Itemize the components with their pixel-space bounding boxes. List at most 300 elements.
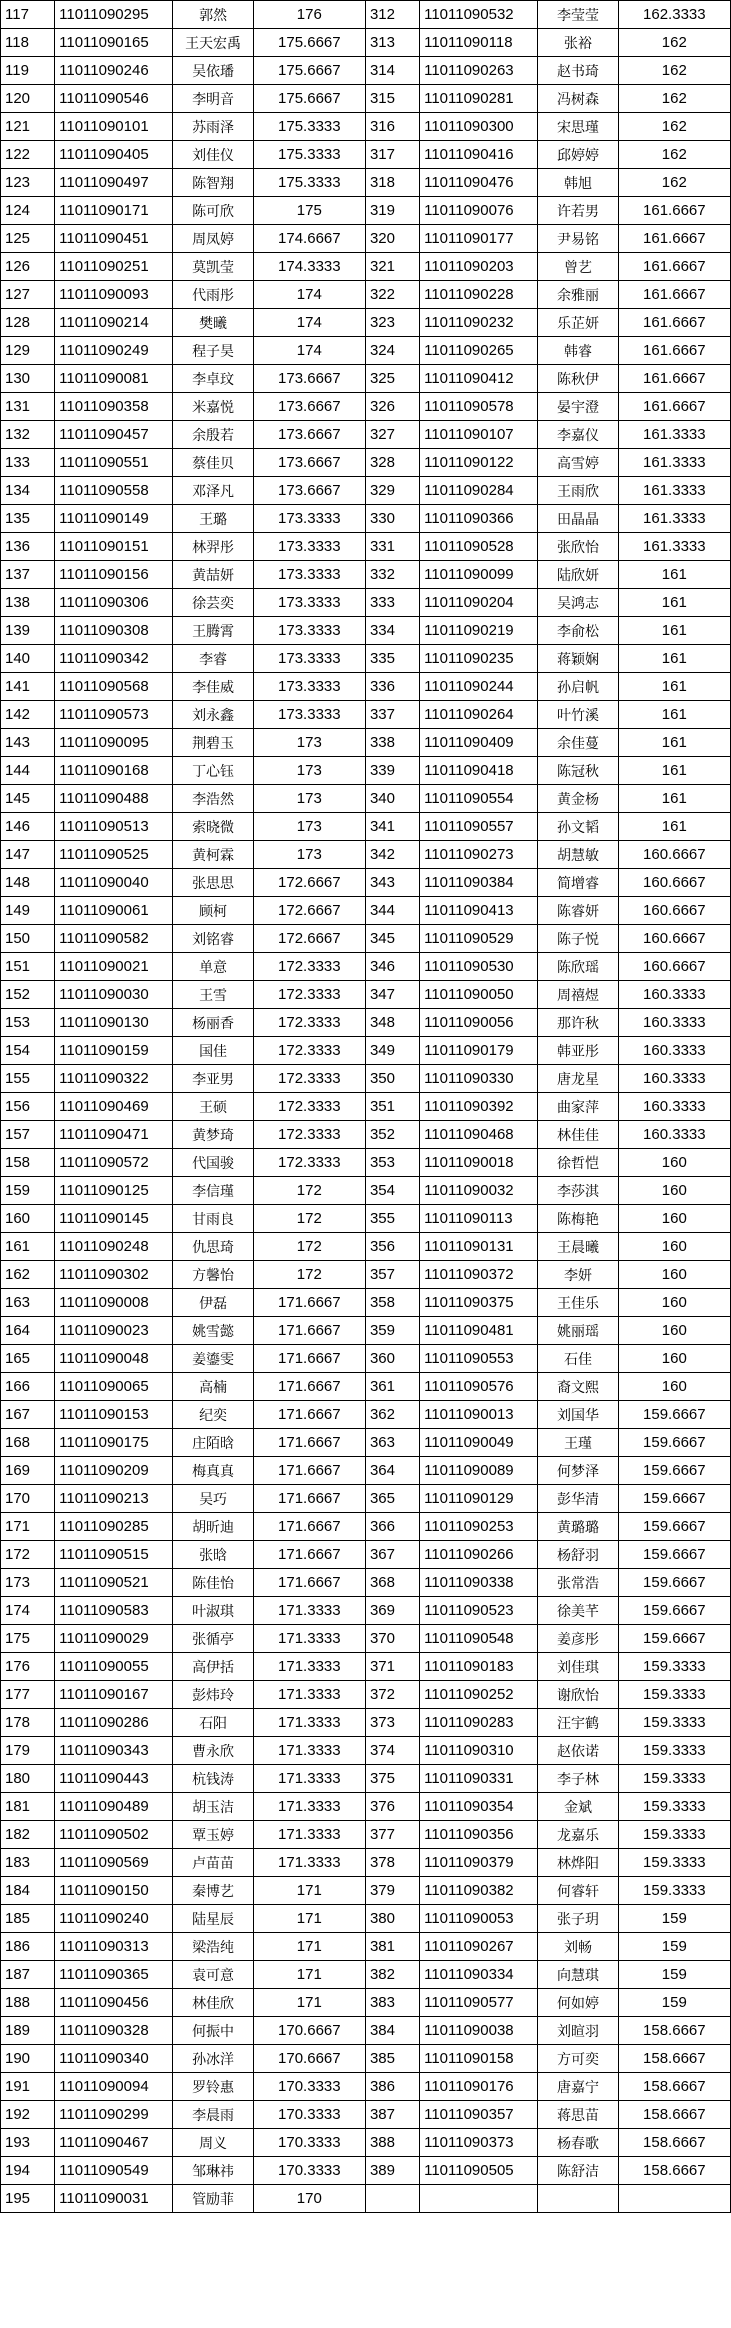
left-rank-cell: 170 <box>1 1485 55 1513</box>
right-student-name-cell: 陈欣瑶 <box>538 953 618 981</box>
left-score-cell: 171.3333 <box>253 1737 365 1765</box>
right-score-cell: 160 <box>618 1205 730 1233</box>
right-rank-cell: 364 <box>365 1457 419 1485</box>
right-student-id-cell: 11011090418 <box>420 757 538 785</box>
left-score-cell: 175.3333 <box>253 113 365 141</box>
table-row <box>1 1933 731 1961</box>
left-student-id-cell: 11011090306 <box>55 589 173 617</box>
right-score-cell: 159.3333 <box>618 1681 730 1709</box>
table-row <box>1 1821 731 1849</box>
right-score-cell: 159 <box>618 1933 730 1961</box>
left-student-name-cell: 索晓微 <box>173 813 253 841</box>
right-student-id-cell: 11011090235 <box>420 645 538 673</box>
left-student-name-cell: 张晗 <box>173 1541 253 1569</box>
right-rank-cell: 344 <box>365 897 419 925</box>
left-rank-cell: 158 <box>1 1149 55 1177</box>
table-row <box>1 1261 731 1289</box>
right-score-cell: 160 <box>618 1233 730 1261</box>
left-student-id-cell: 11011090175 <box>55 1429 173 1457</box>
right-rank-cell: 324 <box>365 337 419 365</box>
table-row <box>1 2073 731 2101</box>
left-rank-cell: 136 <box>1 533 55 561</box>
left-student-id-cell: 11011090295 <box>55 1 173 29</box>
right-student-id-cell: 11011090118 <box>420 29 538 57</box>
left-student-name-cell: 邓泽凡 <box>173 477 253 505</box>
left-student-id-cell: 11011090471 <box>55 1121 173 1149</box>
left-student-id-cell: 11011090048 <box>55 1345 173 1373</box>
right-student-name-cell: 徐哲恺 <box>538 1149 618 1177</box>
table-row <box>1 1597 731 1625</box>
left-score-cell: 171.3333 <box>253 1597 365 1625</box>
left-rank-cell: 143 <box>1 729 55 757</box>
right-rank-cell: 334 <box>365 617 419 645</box>
right-score-cell: 162 <box>618 85 730 113</box>
right-student-name-cell: 许若男 <box>538 197 618 225</box>
left-rank-cell: 182 <box>1 1821 55 1849</box>
left-rank-cell: 137 <box>1 561 55 589</box>
right-student-id-cell: 11011090553 <box>420 1345 538 1373</box>
right-score-cell: 161 <box>618 785 730 813</box>
left-rank-cell: 141 <box>1 673 55 701</box>
right-score-cell: 159.6667 <box>618 1597 730 1625</box>
table-row <box>1 1541 731 1569</box>
right-student-id-cell: 11011090053 <box>420 1905 538 1933</box>
left-student-name-cell: 高楠 <box>173 1373 253 1401</box>
right-student-id-cell: 11011090548 <box>420 1625 538 1653</box>
right-student-id-cell: 11011090468 <box>420 1121 538 1149</box>
right-score-cell: 160.6667 <box>618 897 730 925</box>
table-row <box>1 841 731 869</box>
left-score-cell: 172.3333 <box>253 1065 365 1093</box>
right-rank-cell: 354 <box>365 1177 419 1205</box>
right-student-id-cell: 11011090076 <box>420 197 538 225</box>
left-score-cell: 171.3333 <box>253 1625 365 1653</box>
left-student-name-cell: 林佳欣 <box>173 1989 253 2017</box>
right-score-cell: 161.6667 <box>618 281 730 309</box>
right-score-cell: 161.3333 <box>618 449 730 477</box>
right-score-cell: 161.3333 <box>618 477 730 505</box>
right-student-name-cell: 王瑾 <box>538 1429 618 1457</box>
right-rank-cell: 362 <box>365 1401 419 1429</box>
left-student-id-cell: 11011090340 <box>55 2045 173 2073</box>
left-student-name-cell: 胡玉洁 <box>173 1793 253 1821</box>
table-row <box>1 1961 731 1989</box>
left-student-id-cell: 11011090151 <box>55 533 173 561</box>
left-student-name-cell: 黄柯霖 <box>173 841 253 869</box>
left-rank-cell: 119 <box>1 57 55 85</box>
left-score-cell: 170.3333 <box>253 2101 365 2129</box>
right-student-id-cell: 11011090018 <box>420 1149 538 1177</box>
left-rank-cell: 165 <box>1 1345 55 1373</box>
right-rank-cell: 380 <box>365 1905 419 1933</box>
right-rank-cell: 365 <box>365 1485 419 1513</box>
right-score-cell: 161.6667 <box>618 337 730 365</box>
left-student-name-cell: 罗铃惠 <box>173 2073 253 2101</box>
right-student-id-cell: 11011090204 <box>420 589 538 617</box>
left-score-cell: 172.6667 <box>253 925 365 953</box>
right-score-cell: 158.6667 <box>618 2017 730 2045</box>
left-student-name-cell: 彭炜玲 <box>173 1681 253 1709</box>
left-student-id-cell: 11011090029 <box>55 1625 173 1653</box>
left-score-cell: 171.6667 <box>253 1345 365 1373</box>
left-student-id-cell: 11011090213 <box>55 1485 173 1513</box>
left-score-cell: 173.3333 <box>253 561 365 589</box>
right-student-id-cell: 11011090177 <box>420 225 538 253</box>
left-score-cell: 172 <box>253 1261 365 1289</box>
right-score-cell: 162 <box>618 141 730 169</box>
table-row <box>1 1233 731 1261</box>
left-rank-cell: 187 <box>1 1961 55 1989</box>
left-score-cell: 174 <box>253 337 365 365</box>
left-student-id-cell: 11011090405 <box>55 141 173 169</box>
left-student-name-cell: 张循亭 <box>173 1625 253 1653</box>
right-rank-cell: 347 <box>365 981 419 1009</box>
right-rank-cell <box>365 2185 419 2213</box>
left-student-name-cell: 李亚男 <box>173 1065 253 1093</box>
right-student-name-cell: 李嘉仪 <box>538 421 618 449</box>
left-score-cell: 173.3333 <box>253 673 365 701</box>
left-student-name-cell: 王璐 <box>173 505 253 533</box>
left-student-id-cell: 11011090240 <box>55 1905 173 1933</box>
left-student-name-cell: 梁浩纯 <box>173 1933 253 1961</box>
table-row <box>1 1793 731 1821</box>
left-score-cell: 170.6667 <box>253 2045 365 2073</box>
right-rank-cell: 333 <box>365 589 419 617</box>
left-student-id-cell: 11011090008 <box>55 1289 173 1317</box>
left-score-cell: 174.3333 <box>253 253 365 281</box>
right-student-name-cell: 张裕 <box>538 29 618 57</box>
left-student-id-cell: 11011090249 <box>55 337 173 365</box>
table-row <box>1 925 731 953</box>
right-student-id-cell: 11011090334 <box>420 1961 538 1989</box>
right-student-name-cell: 陈冠秋 <box>538 757 618 785</box>
right-score-cell: 159.6667 <box>618 1485 730 1513</box>
left-student-name-cell: 蔡佳贝 <box>173 449 253 477</box>
right-rank-cell: 328 <box>365 449 419 477</box>
left-student-id-cell: 11011090061 <box>55 897 173 925</box>
table-row <box>1 57 731 85</box>
right-student-name-cell: 姜彦彤 <box>538 1625 618 1653</box>
table-row <box>1 897 731 925</box>
right-rank-cell: 388 <box>365 2129 419 2157</box>
right-student-name-cell: 方可奕 <box>538 2045 618 2073</box>
table-row <box>1 85 731 113</box>
table-row <box>1 1149 731 1177</box>
right-student-id-cell: 11011090267 <box>420 1933 538 1961</box>
left-student-id-cell: 11011090156 <box>55 561 173 589</box>
left-score-cell: 172.3333 <box>253 1149 365 1177</box>
right-rank-cell: 313 <box>365 29 419 57</box>
right-student-name-cell: 刘畅 <box>538 1933 618 1961</box>
table-row <box>1 1009 731 1037</box>
table-row <box>1 645 731 673</box>
left-student-id-cell: 11011090443 <box>55 1765 173 1793</box>
left-score-cell: 173.3333 <box>253 505 365 533</box>
right-student-name-cell: 杨舒羽 <box>538 1541 618 1569</box>
left-student-id-cell: 11011090558 <box>55 477 173 505</box>
right-rank-cell: 323 <box>365 309 419 337</box>
right-score-cell: 160.3333 <box>618 1121 730 1149</box>
right-score-cell: 161.6667 <box>618 225 730 253</box>
right-score-cell: 158.6667 <box>618 2101 730 2129</box>
right-rank-cell: 316 <box>365 113 419 141</box>
table-row <box>1 1485 731 1513</box>
right-rank-cell: 317 <box>365 141 419 169</box>
right-student-name-cell: 姚丽瑶 <box>538 1317 618 1345</box>
right-student-name-cell: 杨春歌 <box>538 2129 618 2157</box>
right-score-cell: 158.6667 <box>618 2073 730 2101</box>
right-rank-cell: 385 <box>365 2045 419 2073</box>
left-rank-cell: 127 <box>1 281 55 309</box>
table-row <box>1 141 731 169</box>
right-score-cell: 160 <box>618 1317 730 1345</box>
table-row <box>1 449 731 477</box>
left-student-name-cell: 荆碧玉 <box>173 729 253 757</box>
left-student-name-cell: 周义 <box>173 2129 253 2157</box>
left-rank-cell: 131 <box>1 393 55 421</box>
right-student-id-cell: 11011090416 <box>420 141 538 169</box>
left-student-name-cell: 甘雨良 <box>173 1205 253 1233</box>
table-row <box>1 2129 731 2157</box>
right-rank-cell: 350 <box>365 1065 419 1093</box>
left-student-id-cell: 11011090457 <box>55 421 173 449</box>
right-student-name-cell: 胡慧敏 <box>538 841 618 869</box>
left-student-name-cell: 方馨怡 <box>173 1261 253 1289</box>
left-student-name-cell: 秦博艺 <box>173 1877 253 1905</box>
left-student-name-cell: 伊磊 <box>173 1289 253 1317</box>
right-student-name-cell: 周禧煜 <box>538 981 618 1009</box>
right-student-id-cell: 11011090530 <box>420 953 538 981</box>
right-student-id-cell: 11011090412 <box>420 365 538 393</box>
left-rank-cell: 176 <box>1 1653 55 1681</box>
left-score-cell: 175.6667 <box>253 29 365 57</box>
left-student-id-cell: 11011090159 <box>55 1037 173 1065</box>
right-student-name-cell: 那许秋 <box>538 1009 618 1037</box>
right-student-id-cell: 11011090557 <box>420 813 538 841</box>
right-score-cell: 159 <box>618 1961 730 1989</box>
right-student-name-cell: 孙启帆 <box>538 673 618 701</box>
right-score-cell: 160 <box>618 1373 730 1401</box>
right-score-cell: 159.6667 <box>618 1569 730 1597</box>
left-student-name-cell: 陈智翔 <box>173 169 253 197</box>
right-student-id-cell: 11011090392 <box>420 1093 538 1121</box>
left-rank-cell: 146 <box>1 813 55 841</box>
right-student-name-cell: 石佳 <box>538 1345 618 1373</box>
left-student-name-cell: 纪奕 <box>173 1401 253 1429</box>
right-rank-cell: 369 <box>365 1597 419 1625</box>
right-student-name-cell: 尹易铭 <box>538 225 618 253</box>
left-score-cell: 172.3333 <box>253 1093 365 1121</box>
right-student-name-cell: 王晨曦 <box>538 1233 618 1261</box>
left-student-id-cell: 11011090055 <box>55 1653 173 1681</box>
left-student-id-cell: 11011090125 <box>55 1177 173 1205</box>
right-rank-cell: 376 <box>365 1793 419 1821</box>
left-student-name-cell: 张思思 <box>173 869 253 897</box>
left-student-name-cell: 吴依璠 <box>173 57 253 85</box>
right-score-cell: 160.3333 <box>618 1093 730 1121</box>
right-student-name-cell: 韩旭 <box>538 169 618 197</box>
left-student-name-cell: 王天宏禹 <box>173 29 253 57</box>
right-score-cell: 159.3333 <box>618 1765 730 1793</box>
right-score-cell: 161.6667 <box>618 197 730 225</box>
left-rank-cell: 128 <box>1 309 55 337</box>
table-row <box>1 953 731 981</box>
left-student-name-cell: 陈佳怡 <box>173 1569 253 1597</box>
left-student-id-cell: 11011090285 <box>55 1513 173 1541</box>
right-student-id-cell: 11011090576 <box>420 1373 538 1401</box>
left-rank-cell: 133 <box>1 449 55 477</box>
left-student-name-cell: 李浩然 <box>173 785 253 813</box>
table-row <box>1 197 731 225</box>
left-rank-cell: 155 <box>1 1065 55 1093</box>
right-student-name-cell: 唐龙星 <box>538 1065 618 1093</box>
right-rank-cell: 315 <box>365 85 419 113</box>
left-student-name-cell: 余殷若 <box>173 421 253 449</box>
right-score-cell: 161.6667 <box>618 393 730 421</box>
left-score-cell: 171 <box>253 1933 365 1961</box>
right-student-name-cell: 田晶晶 <box>538 505 618 533</box>
left-student-id-cell: 11011090583 <box>55 1597 173 1625</box>
right-rank-cell: 343 <box>365 869 419 897</box>
left-rank-cell: 124 <box>1 197 55 225</box>
left-score-cell: 173 <box>253 841 365 869</box>
right-student-id-cell: 11011090263 <box>420 57 538 85</box>
right-rank-cell: 312 <box>365 1 419 29</box>
left-student-name-cell: 黄梦琦 <box>173 1121 253 1149</box>
table-row <box>1 673 731 701</box>
right-student-id-cell: 11011090554 <box>420 785 538 813</box>
left-student-id-cell: 11011090101 <box>55 113 173 141</box>
table-row <box>1 365 731 393</box>
left-student-id-cell: 11011090322 <box>55 1065 173 1093</box>
right-student-id-cell: 11011090049 <box>420 1429 538 1457</box>
left-student-name-cell: 刘铭睿 <box>173 925 253 953</box>
right-student-id-cell: 11011090176 <box>420 2073 538 2101</box>
left-student-id-cell: 11011090031 <box>55 2185 173 2213</box>
left-student-name-cell: 袁可意 <box>173 1961 253 1989</box>
right-rank-cell: 366 <box>365 1513 419 1541</box>
left-student-name-cell: 叶淑琪 <box>173 1597 253 1625</box>
right-rank-cell: 348 <box>365 1009 419 1037</box>
left-student-name-cell: 陈可欣 <box>173 197 253 225</box>
left-rank-cell: 153 <box>1 1009 55 1037</box>
left-rank-cell: 183 <box>1 1849 55 1877</box>
left-score-cell: 173 <box>253 813 365 841</box>
right-student-name-cell: 孙文韬 <box>538 813 618 841</box>
right-student-name-cell: 李俞松 <box>538 617 618 645</box>
left-student-id-cell: 11011090515 <box>55 1541 173 1569</box>
right-student-id-cell: 11011090089 <box>420 1457 538 1485</box>
right-rank-cell: 389 <box>365 2157 419 2185</box>
table-row <box>1 1177 731 1205</box>
right-score-cell: 160.6667 <box>618 953 730 981</box>
left-student-id-cell: 11011090546 <box>55 85 173 113</box>
right-student-id-cell: 11011090284 <box>420 477 538 505</box>
right-score-cell: 159.3333 <box>618 1709 730 1737</box>
right-student-id-cell: 11011090356 <box>420 1821 538 1849</box>
right-student-name-cell: 陈舒洁 <box>538 2157 618 2185</box>
right-rank-cell: 379 <box>365 1877 419 1905</box>
table-row <box>1 2017 731 2045</box>
left-student-name-cell: 庄陌晗 <box>173 1429 253 1457</box>
right-rank-cell: 356 <box>365 1233 419 1261</box>
left-student-id-cell: 11011090248 <box>55 1233 173 1261</box>
right-student-name-cell: 刘国华 <box>538 1401 618 1429</box>
right-rank-cell: 355 <box>365 1205 419 1233</box>
table-row <box>1 1401 731 1429</box>
right-student-id-cell: 11011090379 <box>420 1849 538 1877</box>
left-student-id-cell: 11011090209 <box>55 1457 173 1485</box>
right-student-name-cell: 蒋思苗 <box>538 2101 618 2129</box>
left-student-id-cell: 11011090469 <box>55 1093 173 1121</box>
right-student-id-cell: 11011090099 <box>420 561 538 589</box>
left-rank-cell: 171 <box>1 1513 55 1541</box>
left-rank-cell: 123 <box>1 169 55 197</box>
right-rank-cell: 318 <box>365 169 419 197</box>
left-score-cell: 173 <box>253 785 365 813</box>
right-rank-cell: 383 <box>365 1989 419 2017</box>
left-score-cell: 175 <box>253 197 365 225</box>
right-rank-cell: 387 <box>365 2101 419 2129</box>
right-student-id-cell: 11011090375 <box>420 1289 538 1317</box>
right-student-name-cell: 李妍 <box>538 1261 618 1289</box>
right-student-id-cell: 11011090577 <box>420 1989 538 2017</box>
right-student-id-cell: 11011090252 <box>420 1681 538 1709</box>
right-student-id-cell: 11011090331 <box>420 1765 538 1793</box>
right-rank-cell: 351 <box>365 1093 419 1121</box>
table-row <box>1 1513 731 1541</box>
right-rank-cell: 329 <box>365 477 419 505</box>
left-student-name-cell: 姜鎏雯 <box>173 1345 253 1373</box>
right-rank-cell: 325 <box>365 365 419 393</box>
left-score-cell: 171.6667 <box>253 1401 365 1429</box>
right-score-cell: 162.3333 <box>618 1 730 29</box>
right-rank-cell: 339 <box>365 757 419 785</box>
right-student-id-cell: 11011090244 <box>420 673 538 701</box>
right-rank-cell: 352 <box>365 1121 419 1149</box>
right-student-id-cell: 11011090505 <box>420 2157 538 2185</box>
right-rank-cell: 357 <box>365 1261 419 1289</box>
left-score-cell: 170.3333 <box>253 2073 365 2101</box>
right-rank-cell: 345 <box>365 925 419 953</box>
right-score-cell: 160 <box>618 1177 730 1205</box>
left-rank-cell: 118 <box>1 29 55 57</box>
left-rank-cell: 184 <box>1 1877 55 1905</box>
table-row <box>1 729 731 757</box>
right-student-id-cell: 11011090330 <box>420 1065 538 1093</box>
right-student-id-cell: 11011090578 <box>420 393 538 421</box>
table-row <box>1 477 731 505</box>
right-student-name-cell: 唐嘉宁 <box>538 2073 618 2101</box>
left-rank-cell: 149 <box>1 897 55 925</box>
ranking-table-body <box>1 1 731 2213</box>
left-student-name-cell: 黄喆妍 <box>173 561 253 589</box>
right-student-name-cell: 叶竹溪 <box>538 701 618 729</box>
left-score-cell: 174 <box>253 281 365 309</box>
left-student-name-cell: 曹永欣 <box>173 1737 253 1765</box>
left-rank-cell: 194 <box>1 2157 55 2185</box>
left-rank-cell: 120 <box>1 85 55 113</box>
left-score-cell: 171.6667 <box>253 1485 365 1513</box>
left-rank-cell: 189 <box>1 2017 55 2045</box>
right-student-name-cell: 简增睿 <box>538 869 618 897</box>
left-student-id-cell: 11011090214 <box>55 309 173 337</box>
right-student-name-cell: 李子林 <box>538 1765 618 1793</box>
right-student-name-cell: 金斌 <box>538 1793 618 1821</box>
left-student-name-cell: 苏雨泽 <box>173 113 253 141</box>
right-student-name-cell: 李莹莹 <box>538 1 618 29</box>
left-student-id-cell: 11011090149 <box>55 505 173 533</box>
